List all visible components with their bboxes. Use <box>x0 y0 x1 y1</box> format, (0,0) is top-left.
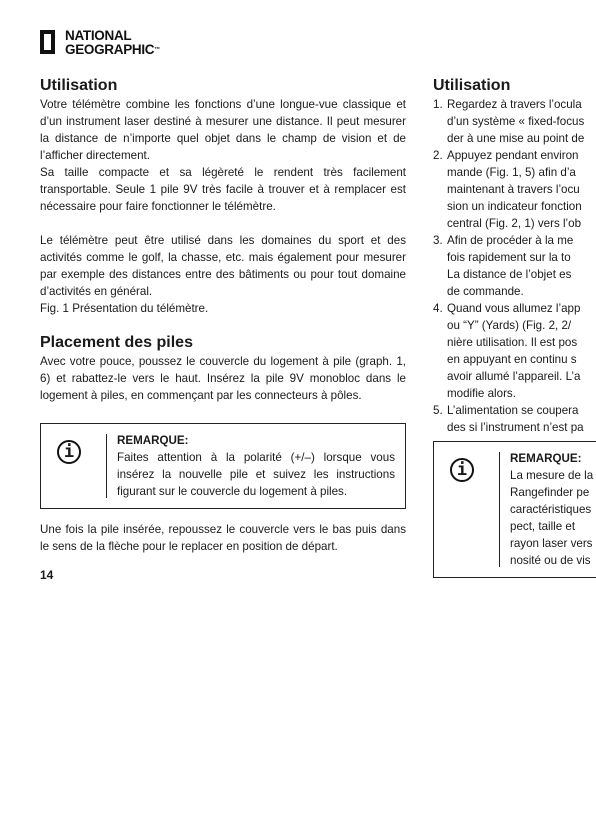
paragraph-intro: Votre télémètre combine les fonctions d’une longue-vue classique et d’un instrument laser destiné à mesurer une distance. Il peut mesurer la distance de n’importe quel objet dans le champ de vision et de l’afficher directement. <box>40 98 406 162</box>
page-number: 14 <box>40 568 54 582</box>
note-body: Faites attention à la polarité (+/–) lorsque vous insérez la nouvelle pile et suivez les instructions figurant sur le couvercle du logement à piles. <box>117 451 395 498</box>
list-item: 5. L’alimentation se coupera des si l’instrument n’est pa <box>433 404 584 434</box>
logo-wordmark <box>65 29 160 57</box>
list-item: 3. Afin de procéder à la me fois rapidement sur la to La distance de l’objet es de commande. <box>433 234 574 298</box>
steps-list <box>433 96 596 436</box>
note-divider <box>499 452 500 567</box>
note-title: REMARQUE: <box>510 452 582 465</box>
note-title: REMARQUE: <box>117 434 189 447</box>
paragraph-battery-close: Une fois la pile insérée, repoussez le couvercle vers le bas puis dans le sens de la flèche pour le replacer en position de départ. <box>40 523 406 553</box>
info-icon: i <box>450 458 474 482</box>
national-geographic-logo <box>40 30 180 64</box>
paragraph-uses: Le télémètre peut être utilisé dans les domaines du sport et des activités comme le golf, la chasse, etc. mais également pour mesurer par exemple des distances entre des bâtiments ou pour tout domaine d’activités en général. <box>40 234 406 298</box>
logo-line-1: NATIONAL <box>65 28 132 43</box>
paragraph-battery-insert: Avec votre pouce, poussez le couvercle du logement à pile (graph. 1, 6) et rabattez-le vers le haut. Insérez la pile 9V monobloc dans le logement à piles, en commençant par les connecteurs à pôles. <box>40 355 406 402</box>
logo-line-2: GEOGRAPHIC™ <box>65 42 160 57</box>
figure-caption: Fig. 1 Présentation du télémètre. <box>40 302 209 315</box>
section-heading-batteries: Placement des piles <box>40 334 193 351</box>
paragraph-size: Sa taille compacte et sa légèreté le rendent très facilement transportable. Seule 1 pile 9V très facile à trouver et à remplacer est nécessaire pour faire fonctionner le télémètre. <box>40 166 406 213</box>
logo-yellow-border-icon <box>40 30 55 54</box>
right-column <box>433 76 596 578</box>
note-divider <box>106 434 107 498</box>
left-column <box>40 76 406 555</box>
note-box-measurement: i REMARQUE: La mesure de la Rangefinder pe caractéristiques pect, taille et rayon laser vers nosité ou de vis <box>433 441 596 578</box>
list-item: 4. Quand vous allumez l’app ou “Y” (Yards) (Fig. 2, 2/ nière utilisation. Il est pos en appuyant en continu s avoir allumé l’appareil. L’a modifie alors. <box>433 302 581 400</box>
section-heading-utilisation: Utilisation <box>40 77 118 94</box>
note-box-polarity <box>40 423 406 509</box>
trademark-symbol: ™ <box>154 47 160 53</box>
list-item: 2. Appuyez pendant environ mande (Fig. 1, 5) afin d’a maintenant à travers l’ocu sion un indicateur fonction central (Fig. 2, 1) vers l’ob <box>433 149 582 230</box>
info-icon: i <box>57 440 81 464</box>
list-item: 1. Regardez à travers l’ocula d’un système « fixed-focus der à une mise au point de <box>433 98 585 145</box>
section-heading-utilisation-right: Utilisation <box>433 77 511 94</box>
